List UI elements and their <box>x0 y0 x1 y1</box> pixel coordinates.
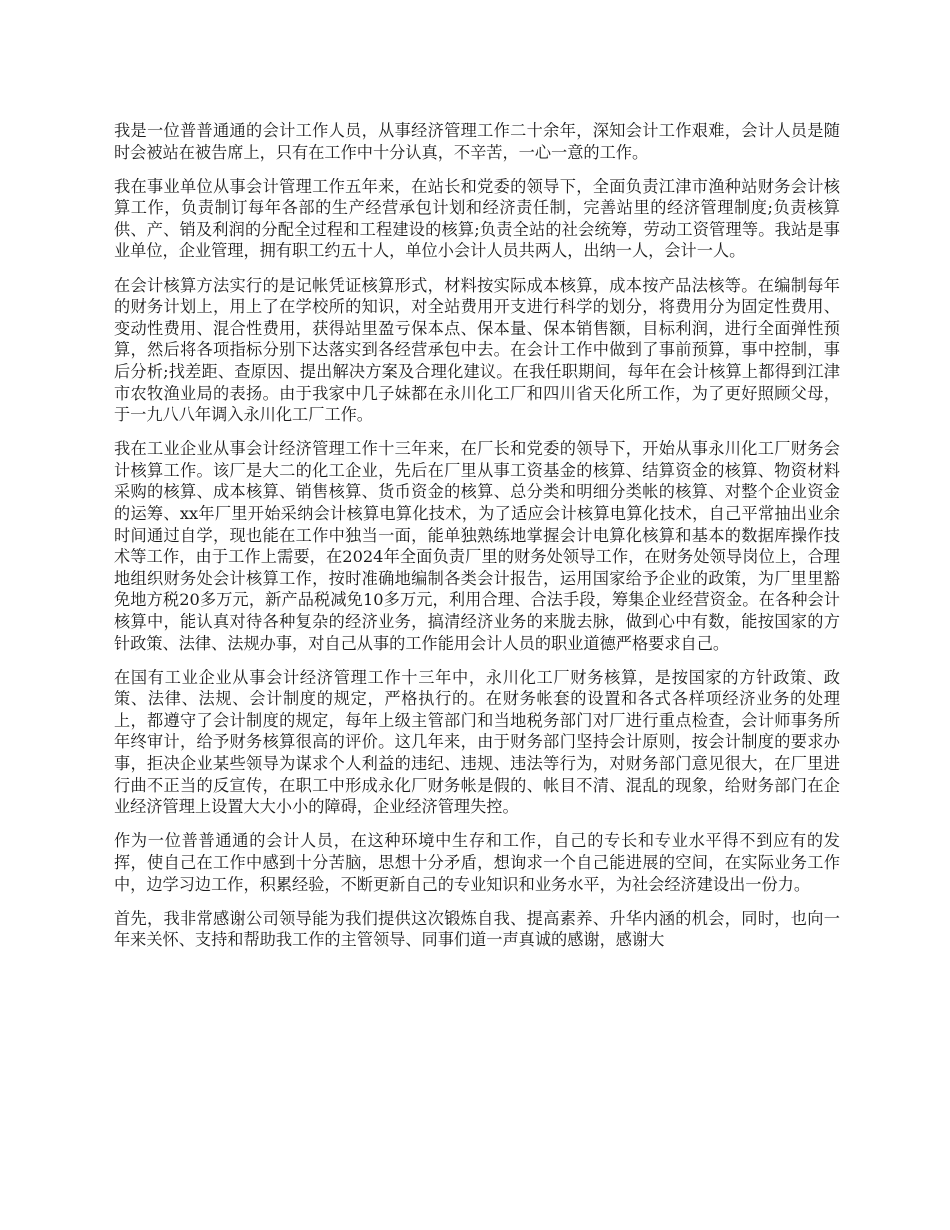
paragraph-1: 我是一位普普通通的会计工作人员，从事经济管理工作二十余年，深知会计工作艰难，会计人员是随时会被站在被告席上，只有在工作中十分认真，不辛苦，一心一意的工作。 <box>114 121 840 162</box>
paragraph-2: 我在事业单位从事会计管理工作五年来，在站长和党委的领导下，全面负责江津市渔种站财务会计核算工作，负责制订每年各部的生产经营承包计划和经济责任制，完善站里的经济管理制度;负责核算供、产、销及利润的分配全过程和工程建设的核算;负责全站的社会统筹，劳动工资管理等。我站是事业单位，企业管理，拥有职工约五十人，单位小会计人员共两人，出纳一人，会计一人。 <box>114 176 840 261</box>
paragraph-5: 在国有工业企业从事会计经济管理工作十三年中，永川化工厂财务核算，是按国家的方针政策、政策、法律、法规、会计制度的规定，严格执行的。在财务帐套的设置和各式各样项经济业务的处理上，都遵守了会计制度的规定，每年上级主管部门和当地税务部门对厂进行重点检查，会计师事务所年终审计，给予财务核算很高的评价。这几年来，由于财务部门坚持会计原则，按会计制度的要求办事，拒决企业某些领导为谋求个人利益的违纪、违规、违法等行为，对财务部门意见很大，在厂里进行曲不正当的反宣传，在职工中形成永化厂财务帐是假的、帐目不清、混乱的现象，给财务部门在企业经济管理上设置大大小小的障碍，企业经济管理失控。 <box>114 667 840 817</box>
paragraph-7: 首先，我非常感谢公司领导能为我们提供这次锻炼自我、提高素养、升华内涵的机会，同时，也向一年来关怀、支持和帮助我工作的主管领导、同事们道一声真诚的感谢，感谢大 <box>114 908 840 950</box>
paragraph-3: 在会计核算方法实行的是记帐凭证核算形式，材料按实际成本核算，成本按产品法核等。在编制每年的财务计划上，用上了在学校所的知识，对全站费用开支进行科学的划分，将费用分为固定性费用、变动性费用、混合性费用，获得站里盈亏保本点、保本量、保本销售额，目标利润，进行全面弹性预算，然后将各项指标分别下达落实到各经营承包中去。在会计工作中做到了事前预算，事中控制，事后分析;找差距、查原因、提出解决方案及合理化建议。在我任职期间，每年在会计核算上都得到江津市农牧渔业局的表扬。由于我家中几子妹都在永川化工厂和四川省天化所工作，为了更好照顾父母，于一九八八年调入永川化工厂工作。 <box>114 275 840 425</box>
paragraph-6: 作为一位普普通通的会计人员，在这种环境中生存和工作，自己的专长和专业水平得不到应有的发挥，使自己在工作中感到十分苦脑，思想十分矛盾，想询求一个自己能进展的空间，在实际业务工作中，边学习边工作，积累经验，不断更新自己的专业知识和业务水平，为社会经济建设出一份力。 <box>114 831 840 894</box>
document-page <box>114 120 840 963</box>
paragraph-4: 我在工业企业从事会计经济管理工作十三年来，在厂长和党委的领导下，开始从事永川化工厂财务会计核算工作。该厂是大二的化工企业，先后在厂里从事工资基金的核算、结算资金的核算、物资材料采购的核算、成本核算、销售核算、货币资金的核算、总分类和明细分类帐的核算、对整个企业资金的运筹、xx年厂里开始采纳会计核算电算化技术，为了适应会计核算电算化技术，自己平常抽出业余时间通过自学，现也能在工作中独当一面，能单独熟练地掌握会计电算化核算和基本的数据库操作技术等工作，由于工作上需要，在2024年全面负责厂里的财务处领导工作，在财务处领导岗位上，合理地组织财务处会计核算工作，按时准确地编制各类会计报告，运用国家给予企业的政策，为厂里里豁免地方税20多万元，新产品税减免10多万元，利用合理、合法手段，筹集企业经营资金。在各种会计核算中，能认真对待各种复杂的经济业务，搞清经济业务的来胧去脉，做到心中有数，能按国家的方针政策、法律、法规办事，对自己从事的工作能用会计人员的职业道德严格要求自己。 <box>114 439 840 653</box>
